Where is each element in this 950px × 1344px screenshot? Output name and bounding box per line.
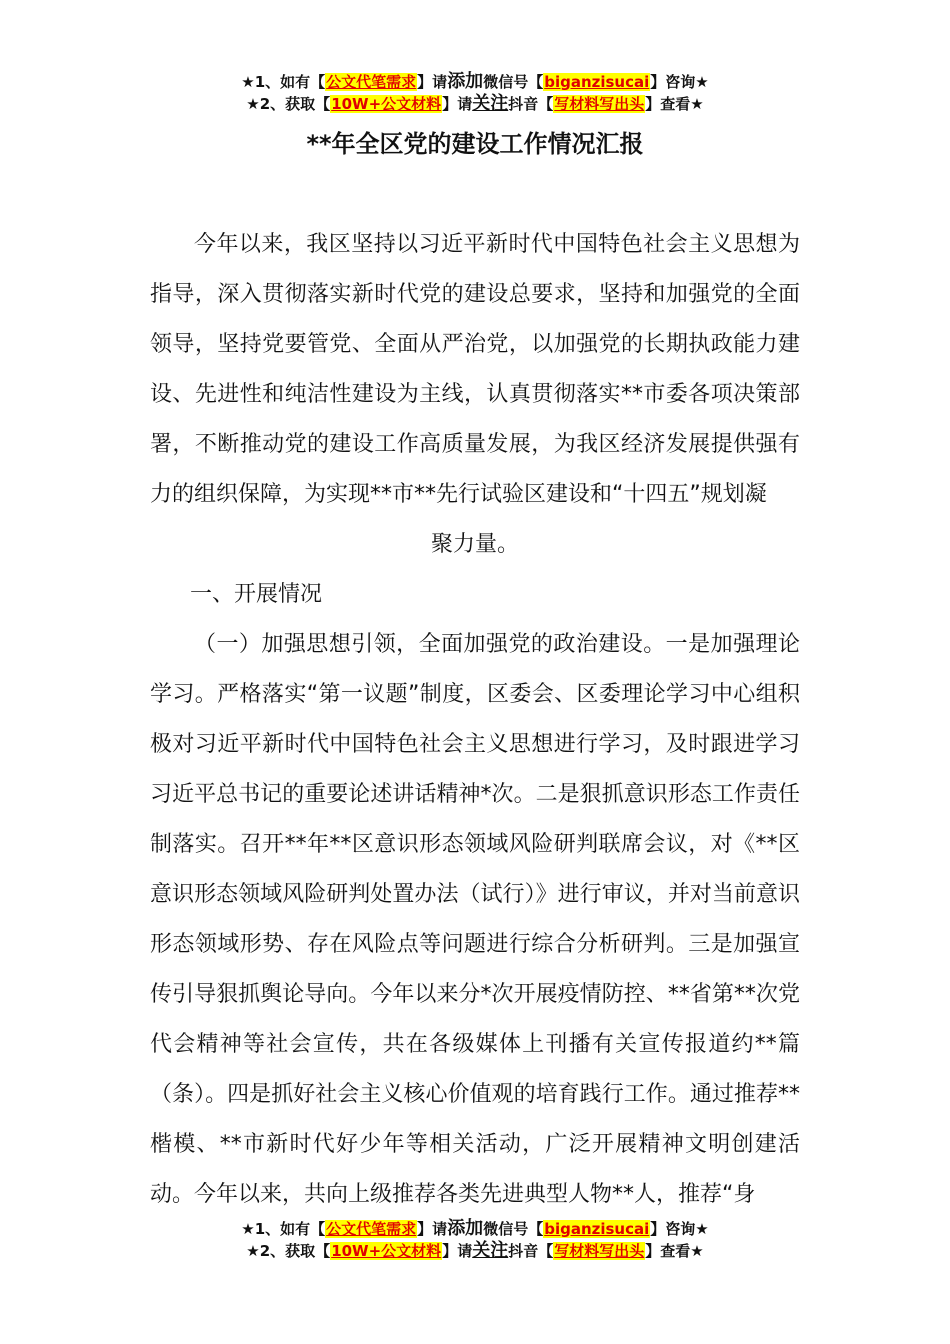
wechat-id-highlight: biganzisucai (544, 73, 650, 91)
wechat-id-highlight: biganzisucai (544, 1220, 650, 1238)
banner-text: 】请 (417, 73, 448, 91)
header-banner (0, 71, 950, 115)
banner-highlight: 公文代笔需求 (326, 73, 417, 91)
banner-text: 微信号【 (483, 1220, 544, 1238)
banner-highlight: 10W+公文材料 (331, 95, 442, 113)
banner-text: 抖音【 (508, 95, 554, 113)
banner-text: ★2、获取【 (246, 1242, 331, 1260)
banner-highlight: 公文代笔需求 (326, 1220, 417, 1238)
banner-text: 】查看★ (645, 95, 704, 113)
banner-text: 微信号【 (483, 73, 544, 91)
banner-line-2 (0, 93, 950, 115)
intro-paragraph-end: 聚力量。 (430, 532, 519, 557)
banner-line-2 (0, 1240, 950, 1262)
banner-text: ★1、如有【 (241, 73, 326, 91)
document-body (150, 220, 800, 1220)
douyin-account-highlight: 写材料写出头 (554, 1242, 645, 1260)
banner-line-1 (0, 71, 950, 93)
banner-text: 】咨询★ (650, 73, 709, 91)
banner-text: 】咨询★ (650, 1220, 709, 1238)
banner-text: ★1、如有【 (241, 1220, 326, 1238)
banner-text: 抖音【 (508, 1242, 554, 1260)
document-title: **年全区党的建设工作情况汇报 (306, 130, 644, 158)
douyin-account-highlight: 写材料写出头 (554, 95, 645, 113)
banner-emphasis: 添加 (447, 71, 484, 92)
banner-text: 】请 (442, 95, 473, 113)
banner-text: 】请 (417, 1220, 448, 1238)
banner-line-1 (0, 1218, 950, 1240)
section-heading: 一、开展情况 (190, 582, 323, 607)
footer-banner (0, 1218, 950, 1262)
section-paragraph: （一）加强思想引领，全面加强党的政治建设。一是加强理论学习。严格落实“第一议题”制度，区委会、区委理论学习中心组积极对习近平新时代中国特色社会主义思想进行学习，及时跟进学习习近平总书记的重要论述讲话精神*次。二是狠抓意识形态工作责任制落实。召开**年**区意识形态领域风险研判联席会议，对《**区意识形态领域风险研判处置办法（试行）》进行审议，并对当前意识形态领域形势、存在风险点等问题进行综合分析研判。三是加强宣传引导狠抓舆论导向。今年以来分*次开展疫情防控、**省第**次党代会精神等社会宣传，共在各级媒体上刊播有关宣传报道约**篇（条）。四是抓好社会主义核心价值观的培育践行工作。通过推荐**楷模、**市新时代好少年等相关活动，广泛开展精神文明创建活动。今年以来，共向上级推荐各类先进典型人物**人，推荐“身 (150, 632, 800, 1207)
banner-text: 】请 (442, 1242, 473, 1260)
intro-paragraph: 今年以来，我区坚持以习近平新时代中国特色社会主义思想为指导，深入贯彻落实新时代党的建设总要求，坚持和加强党的全面领导，坚持党要管党、全面从严治党，以加强党的长期执政能力建设、先进性和纯洁性建设为主线，认真贯彻落实**市委各项决策部署，不断推动党的建设工作高质量发展，为我区经济发展提供强有力的组织保障，为实现**市**先行试验区建设和“十四五”规划凝 (150, 232, 800, 507)
banner-text: 】查看★ (645, 1242, 704, 1260)
banner-highlight: 10W+公文材料 (331, 1242, 442, 1260)
banner-emphasis: 添加 (447, 1218, 484, 1239)
banner-text: ★2、获取【 (246, 95, 331, 113)
banner-emphasis: 关注 (472, 1240, 509, 1261)
banner-emphasis: 关注 (472, 93, 509, 114)
